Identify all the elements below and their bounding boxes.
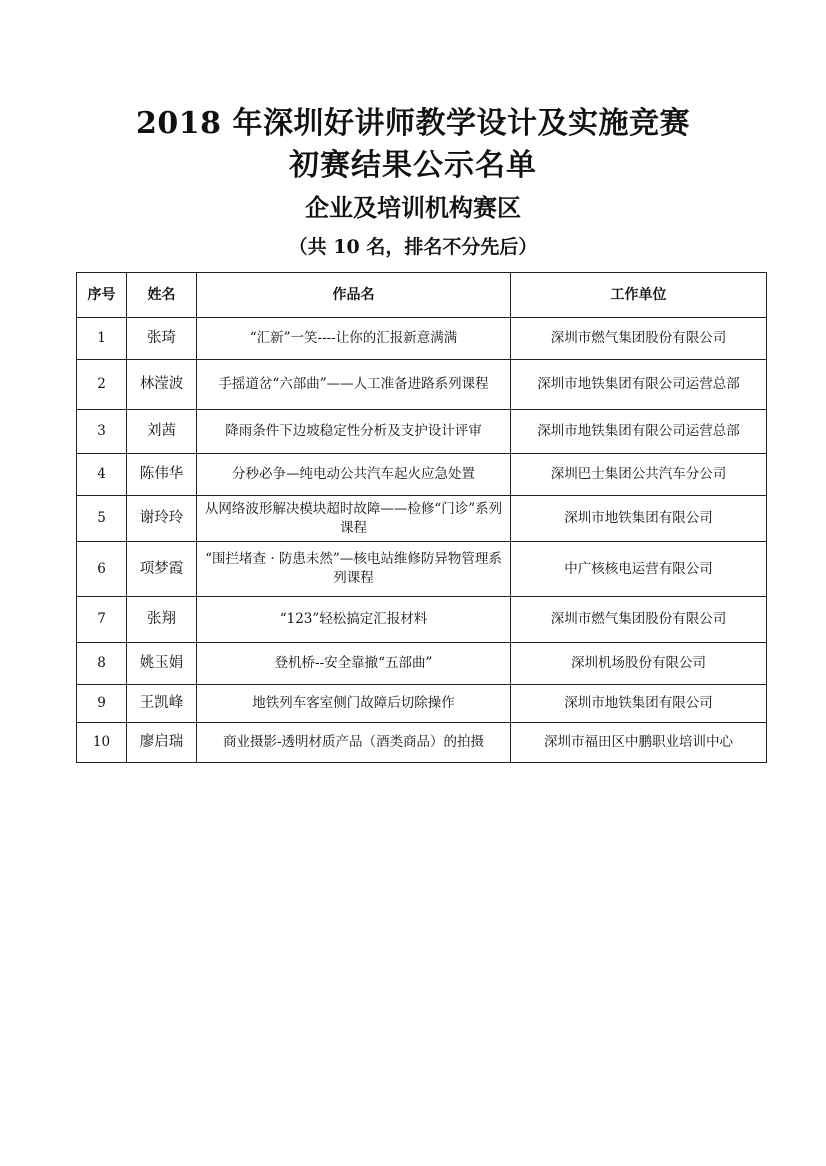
table-row	[77, 685, 767, 723]
document-subtitle: 初赛结果公示名单	[289, 148, 537, 183]
division-title: 企业及培训机构赛区	[305, 193, 521, 222]
participant-name: 谢玲玲	[127, 496, 197, 542]
work-title: 分秒必争—纯电动公共汽车起火应急处置	[197, 454, 511, 496]
table-row	[77, 643, 767, 685]
work-title: “123”轻松搞定汇报材料	[197, 597, 511, 643]
header-work-title: 作品名	[197, 273, 511, 318]
row-number: 3	[77, 410, 127, 454]
organization: 深圳市地铁集团有限公司运营总部	[511, 410, 767, 454]
table-row	[77, 454, 767, 496]
row-number: 1	[77, 318, 127, 360]
work-title: 从网络波形解决模块超时故障——检修“门诊”系列课程	[197, 496, 511, 542]
work-title: 商业摄影-透明材质产品（酒类商品）的拍摄	[197, 723, 511, 763]
header-organization: 工作单位	[511, 273, 767, 318]
table-row	[77, 723, 767, 763]
participant-name: 王凯峰	[127, 685, 197, 723]
work-title: 登机桥--安全靠撤“五部曲”	[197, 643, 511, 685]
table-body	[77, 318, 767, 763]
header-number: 序号	[77, 273, 127, 318]
organization: 深圳市地铁集团有限公司	[511, 496, 767, 542]
row-number: 4	[77, 454, 127, 496]
organization: 深圳市福田区中鹏职业培训中心	[511, 723, 767, 763]
participant-name: 项梦霞	[127, 542, 197, 597]
results-table	[76, 272, 767, 763]
organization: 深圳巴士集团公共汽车分公司	[511, 454, 767, 496]
participant-name: 姚玉娟	[127, 643, 197, 685]
participant-name: 张琦	[127, 318, 197, 360]
table-row	[77, 410, 767, 454]
organization: 深圳市地铁集团有限公司运营总部	[511, 360, 767, 410]
organization: 深圳市燃气集团股份有限公司	[511, 318, 767, 360]
row-number: 10	[77, 723, 127, 763]
work-title: 手摇道岔“六部曲”——人工准备进路系列课程	[197, 360, 511, 410]
participant-name: 林滢波	[127, 360, 197, 410]
organization: 中广核核电运营有限公司	[511, 542, 767, 597]
organization: 深圳市地铁集团有限公司	[511, 685, 767, 723]
work-title: “汇新”一笑----让你的汇报新意满满	[197, 318, 511, 360]
row-number: 2	[77, 360, 127, 410]
work-title: “围拦堵查 · 防患未然”—核电站维修防异物管理系列课程	[197, 542, 511, 597]
organization: 深圳机场股份有限公司	[511, 643, 767, 685]
table-row	[77, 542, 767, 597]
participant-name: 廖启瑞	[127, 723, 197, 763]
table-row	[77, 496, 767, 542]
work-title: 地铁列车客室侧门故障后切除操作	[197, 685, 511, 723]
header-name: 姓名	[127, 273, 197, 318]
document-title: 2018 年深圳好讲师教学设计及实施竞赛	[136, 106, 690, 141]
organization: 深圳市燃气集团股份有限公司	[511, 597, 767, 643]
row-number: 6	[77, 542, 127, 597]
table-row	[77, 360, 767, 410]
participant-name: 张翔	[127, 597, 197, 643]
work-title: 降雨条件下边坡稳定性分析及支护设计评审	[197, 410, 511, 454]
row-number: 8	[77, 643, 127, 685]
table-row	[77, 318, 767, 360]
participant-name: 陈伟华	[127, 454, 197, 496]
table-row	[77, 597, 767, 643]
count-note: （共 10 名，排名不分先后）	[288, 236, 538, 258]
row-number: 5	[77, 496, 127, 542]
participant-name: 刘茜	[127, 410, 197, 454]
table-header-row	[77, 273, 767, 318]
row-number: 7	[77, 597, 127, 643]
row-number: 9	[77, 685, 127, 723]
